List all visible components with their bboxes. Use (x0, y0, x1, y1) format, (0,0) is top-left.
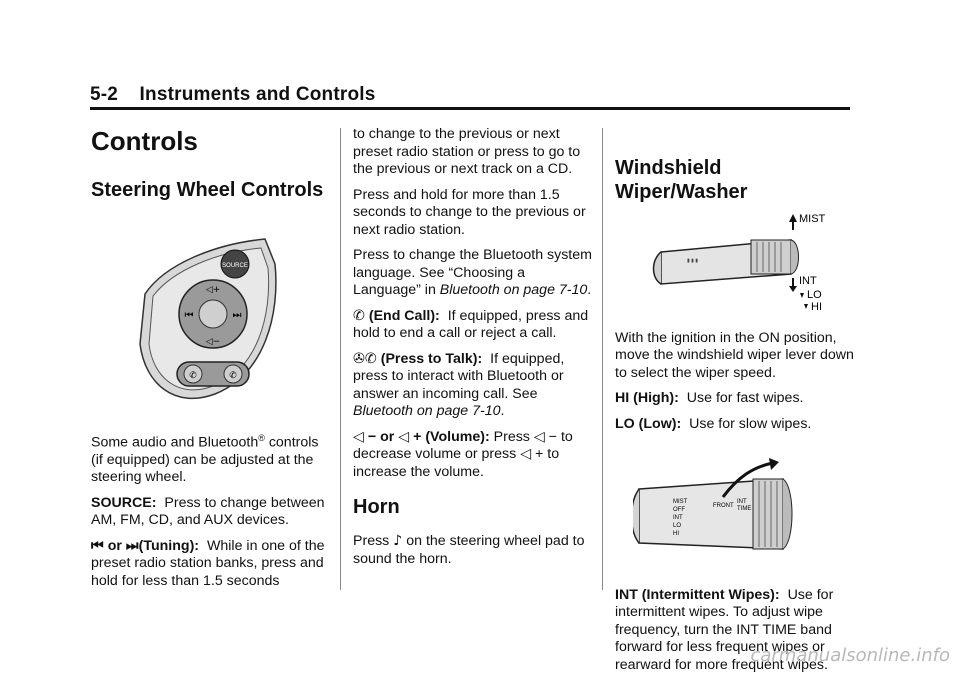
wiper-lever-figure-2 (633, 457, 811, 567)
fig2-int-time-label-2: TIME (737, 506, 752, 512)
fig2-int-time-label-1: INT (737, 499, 747, 505)
end-call-icon: ✆ (353, 307, 365, 324)
fig1-lo-label: LO (807, 289, 822, 301)
svg-text:◁−: ◁− (205, 337, 221, 347)
column-3 (615, 126, 855, 682)
svg-text:◁+: ◁+ (205, 285, 221, 295)
seek-back-icon: ⏮ (91, 537, 104, 554)
page-number: 5-2 (90, 84, 119, 105)
volume-icon: ◁ (533, 428, 545, 445)
column-1 (91, 126, 331, 598)
svg-text:✆: ✆ (189, 371, 197, 381)
volume-icon: ◁ (520, 446, 532, 462)
horn-icon: ♪ (393, 533, 403, 549)
steering-wheel-controls-figure (105, 224, 305, 416)
fig2-off-label: OFF (673, 507, 685, 513)
page-header (90, 84, 850, 106)
press-to-talk-paragraph: ✇✆ (Press to Talk): If equipped, press to interact with Bluetooth or answer an incoming call. See Bluetooth on page 7-10. (353, 350, 565, 419)
seek-forward-icon: ⏭ (125, 537, 139, 554)
fig2-int-label: INT (673, 515, 683, 521)
column-divider-1 (340, 128, 341, 590)
volume-paragraph: ◁ − or ◁ + (Volume): Press ◁ − to decrease volume or press ◁ + to increase the volume. (353, 428, 573, 480)
steering-wheel-controls-heading: Steering Wheel Controls (91, 179, 324, 201)
press-to-talk-icon: ✇✆ (353, 350, 377, 367)
watermark: carmanualsonline.info (750, 645, 950, 666)
lo-paragraph: LO (Low): Use for slow wipes. (615, 415, 812, 432)
tuning-paragraph: ⏮ or ⏭(Tuning): While in one of the preset radio station banks, press and hold for less than 1.5 seconds (91, 537, 325, 589)
fig2-front-label: FRONT (713, 503, 734, 509)
fig1-int-label: INT (799, 275, 817, 287)
end-call-paragraph: ✆ (End Call): If equipped, press and hold to end a call or reject a call. (353, 307, 589, 341)
press-hold-paragraph: Press and hold for more than 1.5 seconds to change to the previous or next radio station. (353, 186, 586, 238)
horn-heading: Horn (353, 496, 400, 518)
svg-text:⏮: ⏮ (184, 310, 194, 321)
header-rule (90, 107, 850, 110)
svg-text:⏭: ⏭ (232, 310, 242, 321)
column-divider-2 (602, 128, 603, 590)
fig2-lo-label: LO (673, 523, 682, 529)
svg-text:▮ ▮ ▮: ▮ ▮ ▮ (687, 258, 699, 264)
fig1-mist-label: MIST (799, 213, 826, 225)
fig1-hi-label: HI (811, 301, 822, 312)
horn-paragraph: Press ♪ on the steering wheel pad to sound the horn. (353, 533, 585, 567)
intro-paragraph: Some audio and Bluetooth® controls (if equipped) can be adjusted at the steering wheel. (91, 432, 319, 486)
section-title: Instruments and Controls (139, 84, 376, 105)
fig2-hi-label: HI (673, 531, 679, 537)
controls-heading: Controls (91, 126, 198, 156)
wheel-source-label: SOURCE (222, 263, 248, 269)
wiper-intro-paragraph: With the ignition in the ON position, move the windshield wiper lever down to select the wiper speed. (615, 329, 854, 381)
hi-paragraph: HI (High): Use for fast wipes. (615, 390, 804, 406)
volume-icon: ◁ (353, 428, 364, 445)
language-paragraph: Press to change the Bluetooth system language. See “Choosing a Language” in Bluetooth on page 7-10. (353, 247, 592, 298)
fig2-mist-label: MIST (673, 499, 688, 505)
int-paragraph: INT (Intermittent Wipes): Use for intermittent wipes. To adjust wipe frequency, turn the INT TIME band forward for less frequent wipes or rearward for more frequent wipes. (615, 586, 834, 673)
wiper-washer-heading: Windshield Wiper/Washer (615, 157, 748, 203)
column-2 (353, 126, 593, 576)
svg-text:✆: ✆ (229, 371, 237, 381)
wiper-lever-figure-1 (651, 212, 829, 312)
source-paragraph: SOURCE: Press to change between AM, FM, CD, and AUX devices. (91, 494, 325, 529)
volume-icon: ◁ (398, 428, 410, 445)
tuning-continued-paragraph: to change to the previous or next preset radio station or press to go to the previous or next track on a CD. (353, 126, 581, 177)
